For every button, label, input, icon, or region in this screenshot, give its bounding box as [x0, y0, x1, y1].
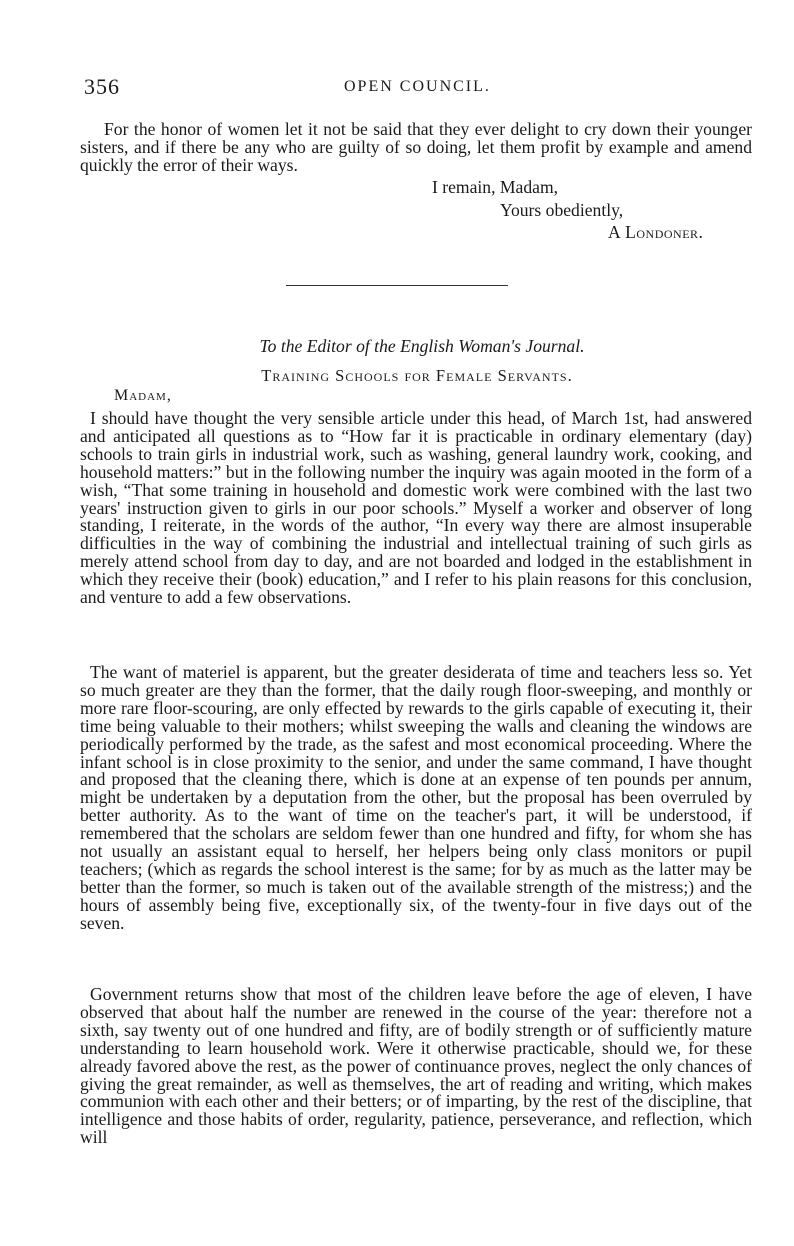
section-divider — [286, 285, 508, 286]
section-heading: Training Schools for Female Servants. — [261, 366, 573, 385]
previous-letter-body: For the honor of women let it not be said that they ever delight to cry down their younger sisters, and if there be any who are guilty of so doing, let them profit by example and amend quickly the error of their ways. — [80, 119, 752, 175]
letter-paragraph-1: I should have thought the very sensible article under this head, of March 1st, had answered and anticipated all questions as to “How far it is practicable in ordinary elementary (day) schools to train girls in industrial work, such as washing, general laundry work, cooking, and household matters:” but in the following number the inquiry was again mooted in the form of a wish, “That some training in household and domestic work were combined with the last two years' instruction given to girls in our poor schools.” Myself a worker and observer of long standing, I reiterate, in the words of the author, “In every way there are almost insuperable difficulties in the way of combining the industrial and intellectual training of such girls as merely attend school from day to day, and are not boarded and lodged in the establishment in which they receive their (book) education,” and I refer to his plain reasons for this conclusion, and venture to add a few observations. — [80, 408, 752, 608]
signature-londoner: A Londoner. — [608, 222, 704, 242]
letter-paragraph-2: The want of materiel is apparent, but the greater desiderata of time and teachers less so. Yet so much greater are they than the former, that the daily rough floor-sweeping, and monthly or more rare floor-scouring, are only effected by rewards to the girls capable of executing it, their time being valuable to their mothers; whilst sweeping the walls and cleaning the windows are periodically performed by the trade, as the safest and most economical proceeding. Where the infant school is in close proximity to the senior, and under the same command, I have thought and proposed that the cleaning there, which is done at an expense of ten pounds per annum, might be undertaken by a deputation from the other, but the proposal has been overruled by better authority. As to the want of time on the teacher's part, it will be understood, if remembered that the scholars are seldom fewer than one hundred and fifty, for whom she has not usually an assistant equal to herself, her helpers being only class monitors or pupil teachers; (which as regards the school interest is the same; for by as much as the latter may be better than the former, so much is taken out of the available strength of the mistress;) and the hours of assembly being five, exceptionally six, of the twenty-four in five days out of the seven. — [80, 662, 752, 933]
salutation: Madam, — [114, 387, 172, 404]
closing-remain: I remain, Madam, — [432, 177, 559, 197]
page-number: 356 — [84, 74, 120, 99]
running-head: OPEN COUNCIL. — [344, 78, 491, 95]
letter-address-line: To the Editor of the English Woman's Journal. — [259, 336, 585, 356]
closing-yours: Yours obediently, — [500, 200, 624, 220]
letter-paragraph-3: Government returns show that most of the children leave before the age of eleven, I have observed that about half the number are renewed in the course of the year: therefore not a sixth, say twenty out of one hundred and fifty, are of bodily strength or of sufficiently mature understanding to learn household work. Were it otherwise practicable, should we, for these already favored above the rest, as the power of continuance proves, neglect the only chances of giving the great remainder, as well as themselves, the art of reading and writing, which makes communion with each other and their betters; or of imparting, by the rest of the discipline, that intelligence and those habits of order, regularity, patience, perseverance, and reflection, which will — [80, 984, 752, 1148]
page-header — [84, 74, 764, 104]
